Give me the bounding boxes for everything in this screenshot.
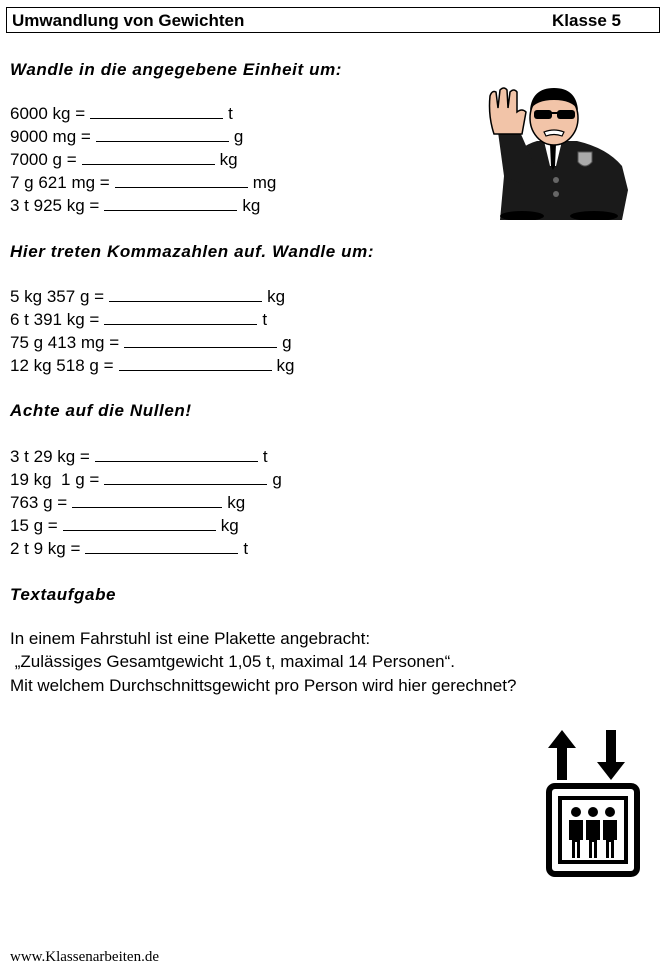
word-problem-line: „Zulässiges Gesamtgewicht 1,05 t, maximal 14 Personen“. — [10, 652, 456, 671]
exercise-line: 12 kg 518 g = kg — [10, 356, 295, 375]
answer-blank[interactable] — [109, 287, 262, 302]
answer-blank[interactable] — [119, 356, 272, 371]
section-heading-convert: Wandle in die angegebene Einheit um: — [10, 60, 343, 79]
exercise-line: 75 g 413 mg = g — [10, 333, 292, 352]
answer-blank[interactable] — [115, 173, 248, 188]
footer-url[interactable]: www.Klassenarbeiten.de — [10, 949, 159, 965]
exercise-line: 763 g = kg — [10, 493, 246, 512]
class-label: Klasse 5 — [552, 11, 621, 30]
exercise-line: 7 g 621 mg = mg — [10, 173, 277, 192]
answer-blank[interactable] — [85, 539, 238, 554]
exercise-line: 6000 kg = t — [10, 104, 233, 123]
answer-blank[interactable] — [95, 447, 258, 462]
answer-blank[interactable] — [124, 333, 277, 348]
answer-blank[interactable] — [104, 196, 237, 211]
exercise-line: 15 g = kg — [10, 516, 239, 535]
exercise-line: 6 t 391 kg = t — [10, 310, 268, 329]
exercise-line: 7000 g = kg — [10, 150, 238, 169]
section-heading-decimals: Hier treten Kommazahlen auf. Wandle um: — [10, 242, 375, 261]
exercise-line: 3 t 29 kg = t — [10, 447, 268, 466]
exercise-line: 19 kg 1 g = g — [10, 470, 282, 489]
exercise-line: 9000 mg = g — [10, 127, 244, 146]
header-box — [6, 7, 660, 33]
section-heading-word-problem: Textaufgabe — [10, 585, 117, 604]
answer-blank[interactable] — [90, 104, 223, 119]
exercise-line: 5 kg 357 g = kg — [10, 287, 286, 306]
answer-blank[interactable] — [72, 493, 222, 508]
answer-blank[interactable] — [96, 127, 229, 142]
page-title: Umwandlung von Gewichten — [12, 11, 245, 30]
answer-blank[interactable] — [104, 470, 267, 485]
bouncer-stop-icon — [482, 86, 632, 220]
answer-blank[interactable] — [63, 516, 216, 531]
elevator-icon — [546, 726, 642, 878]
word-problem-line: Mit welchem Durchschnittsgewicht pro Person wird hier gerechnet? — [10, 676, 517, 695]
word-problem-line: In einem Fahrstuhl ist eine Plakette angebracht: — [10, 629, 371, 648]
section-heading-zeros: Achte auf die Nullen! — [10, 401, 192, 420]
answer-blank[interactable] — [82, 150, 215, 165]
exercise-line: 3 t 925 kg = kg — [10, 196, 261, 215]
answer-blank[interactable] — [104, 310, 257, 325]
exercise-line: 2 t 9 kg = t — [10, 539, 249, 558]
